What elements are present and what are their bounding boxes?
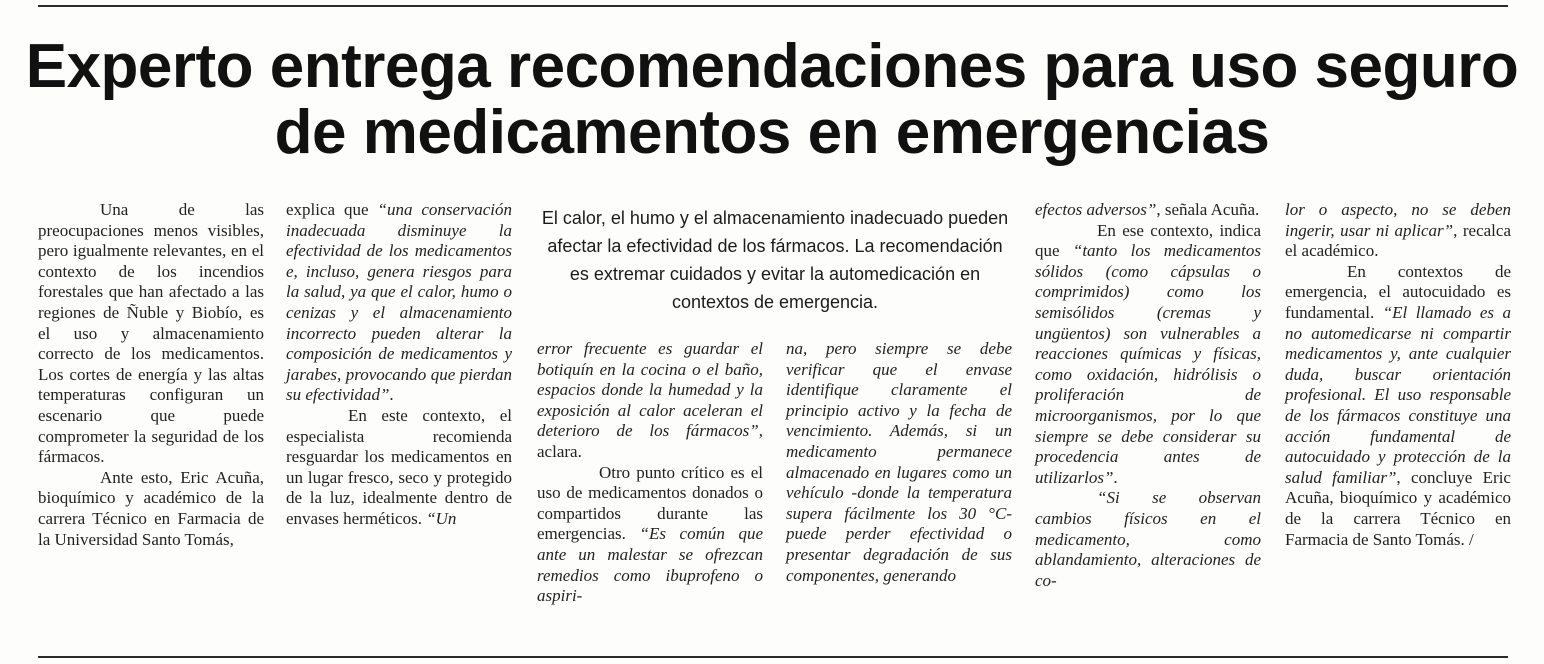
paragraph [537, 339, 763, 463]
quote-text: “Si se observan cambios físicos en el medicamento, como ablandamiento, alteraciones de co- [1035, 488, 1261, 590]
bottom-rule [38, 656, 1508, 658]
quote-text: “tanto los medicamentos sólidos (como cápsulas o comprimidos) como los semisólidos (cremas y ungüentos) son vulnerables a reacciones químicas y físicas, como oxidación, hidrólisis o proliferación de microorganismos, por lo que siempre se debe considerar su procedencia antes de utilizarlos” [1035, 241, 1262, 487]
text-run: . [389, 385, 394, 405]
text-run: En este contexto, el especialista recomienda resguardar los medicamentos en un lugar fresco, seco y protegido de la luz, idealmente dentro de envases herméticos. [286, 405, 512, 528]
paragraph [786, 339, 1012, 586]
text-run: En contextos de emergencia, el autocuidado es fundamental. [1285, 261, 1511, 322]
text-run: explica que [286, 200, 378, 219]
paragraph [1285, 262, 1511, 550]
paragraph: Ante esto, Eric Acuña, bioquímico y académico de la carrera Técnico en Farmacia de la Universidad Santo Tomás, [38, 467, 264, 549]
quote-text: “Un [426, 508, 457, 528]
paragraph [286, 406, 512, 530]
paragraph [1035, 488, 1261, 591]
paragraph [286, 200, 512, 406]
text-run: , concluye Eric Acuña, bioquímico y académico de la carrera Técnico en Farmacia de Santo Tomás. / [1285, 467, 1511, 549]
column-1 [38, 200, 264, 550]
column-5 [1035, 200, 1261, 591]
text-run: , aclara. [537, 421, 763, 461]
quote-text: na, pero siempre se debe verificar que el envase identifique claramente el principio activo y la fecha de vencimiento. Además, si un medicamento permanece almacenado en lugares como un vehículo -donde la temperatura supera fácilmente los 30 °C- puede perder efectividad o presentar degradación de sus componentes, generando [786, 339, 1012, 585]
column-3 [537, 339, 763, 607]
paragraph [537, 463, 763, 607]
quote-text: efectos adversos” [1035, 200, 1157, 219]
pull-quote: El calor, el humo y el almacenamiento inadecuado pueden afectar la efectividad de los fármacos. La recomendación es extremar cuidados y evitar la automedicación en contextos de emergencia. [541, 208, 1009, 312]
text-run: En ese contexto, indica que [1035, 220, 1261, 261]
paragraph [1285, 200, 1511, 262]
column-2 [286, 200, 512, 530]
text-run: , señala Acuña. [1156, 200, 1260, 219]
column-4 [786, 339, 1012, 586]
quote-text: lor o aspecto, no se deben ingerir, usar ni aplicar” [1285, 200, 1511, 240]
text-run: . [1113, 467, 1118, 487]
paragraph [1035, 221, 1261, 489]
paragraph [1035, 200, 1261, 221]
quote-text: “una conservación inadecuada disminuye la efectividad de los medicamentos e, incluso, genera riesgos para la salud, ya que el calor, humo o cenizas y el almacenamiento incorrecto pueden alterar la composición de medicamentos y jarabes, provocando que pierdan su efectividad” [286, 200, 512, 405]
headline: Experto entrega recomendaciones para uso seguro de medicamentos en emergencias [25, 32, 1519, 167]
text-run: , recalca el académico. [1285, 220, 1511, 261]
column-6 [1285, 200, 1511, 550]
quote-text: “El llamado es a no automedicarse ni compartir medicamentos y, ante cualquier duda, buscar orientación profesional. El uso responsable de los fármacos constituye una acción fundamental de autocuidado y protección de la salud familiar” [1285, 302, 1512, 487]
quote-text: “Es común que ante un malestar se ofrezcan remedios como ibuprofeno o aspiri- [537, 524, 763, 606]
text-run: Otro punto crítico es el uso de medicamentos donados o compartidos durante las emergencias. [537, 462, 763, 544]
paragraph: Una de las preocupaciones menos visibles, pero igualmente relevantes, en el contexto de los incendios forestales que han afectado a las regiones de Ñuble y Biobío, es el uso y almacenamiento correcto de los medicamentos. Los cortes de energía y las altas temperaturas configuran un escenario que puede comprometer la seguridad de los fármacos. [38, 200, 264, 467]
quote-text: error frecuente es guardar el botiquín en la cocina o el baño, espacios donde la humedad y la exposición al calor aceleran el deterioro de los fármacos” [537, 339, 763, 441]
top-rule [38, 5, 1508, 7]
